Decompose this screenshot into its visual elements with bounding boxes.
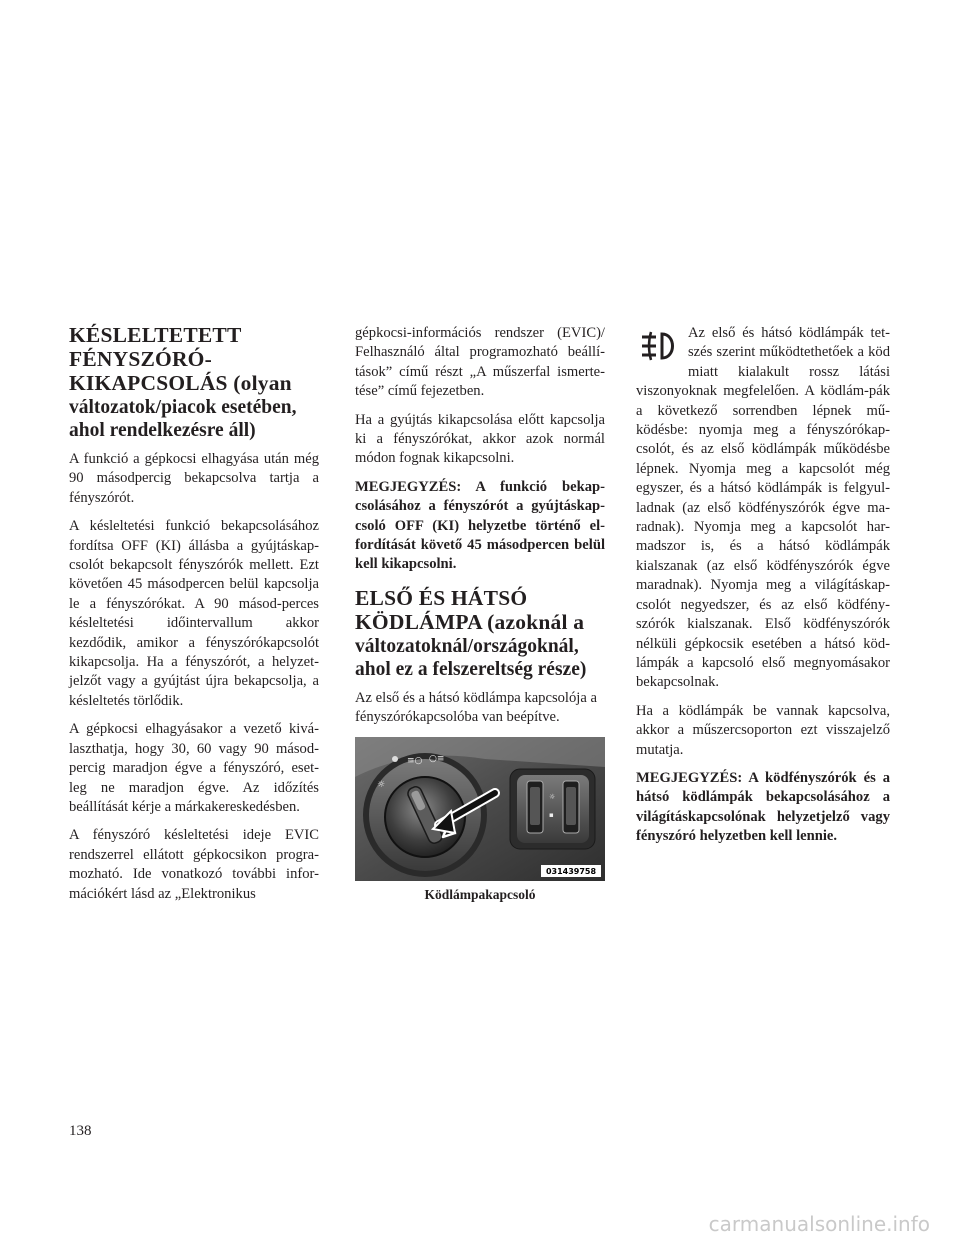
section-heading-fog-lamps bbox=[355, 587, 605, 681]
column-right bbox=[636, 324, 890, 856]
figure-caption: Ködlámpakapcsoló bbox=[424, 886, 536, 902]
column-left bbox=[69, 324, 319, 913]
svg-text:≡○: ≡○ bbox=[407, 755, 423, 766]
figure-code: 031439758 bbox=[545, 866, 597, 876]
heading-line: ahol ez a felszereltség része) bbox=[355, 658, 587, 680]
svg-text:☼: ☼ bbox=[549, 792, 556, 801]
heading-line: változatok/piacok esetében, bbox=[69, 397, 297, 418]
paragraph: A gépkocsi elhagyásakor a vezető kivá-laszthatja, hogy 30, 60 vagy 90 másod-percig maradjon égve a fényszóró, eset-leg ne maradjon égve. Az időzítés beállítását kérje a márkakereskedésben. bbox=[69, 721, 319, 815]
paragraph: Az első és hátsó ködlámpák tet-szés szerint működtethetőek a köd miatt kialakult rossz látási viszonyoknak megfelelően. A ködlám-pák a következő sorrendben lépnek mű-ködésbe: nyomja meg a fényszórókap-csolót, és az első ködlámpák működésbe lépnek. Nyomja meg a kapcsolót még egyszer, és a hátsó ködlámpák is felgyul-ladnak (az első ködfényszórók égve ma-radnak). Nyomja meg a kapcsolót har-madszor is, és a hátsó ködlámpák kialszanak (az első ködfényszórók égve maradnak). Nyomja meg a világításkap-csolót negyedszer, és az első ködfény-szórók kialszanak. Első ködfényszórók nélküli gépkocsik esetében a hátsó köd-lámpák a kapcsoló első megnyomásakor bekapcsolnak. bbox=[636, 325, 890, 691]
svg-text:▪: ▪ bbox=[549, 810, 554, 819]
paragraph: A fényszóró késleltetési ideje EVIC rendszerrel ellátott gépkocsikon progra-mozható. Ide vonatkozó további infor-mációkért lásd az „Elektronikus bbox=[69, 827, 319, 902]
paragraph: gépkocsi-információs rendszer (EVIC)/ Felhasználó által programozható beállí-tások” című részt „A műszerfal ismerte-tése” című fejezetben. bbox=[355, 325, 605, 400]
svg-text:☼: ☼ bbox=[377, 779, 386, 790]
watermark: carmanualsonline.info bbox=[708, 1212, 930, 1236]
paragraph: A funkció a gépkocsi elhagyása után még 90 másodpercig bekapcsolva tartja a fényszórót. bbox=[69, 451, 319, 506]
fog-lamp-switch-illustration bbox=[355, 737, 605, 881]
note-paragraph: MEGJEGYZÉS: A ködfényszórók és a hátsó ködlámpák bekapcsolásához a világításkapcsolónak helyzetjelző vagy fényszóró helyzetben kell lennie. bbox=[636, 769, 890, 845]
heading-line: változatoknál/országoknál, bbox=[355, 635, 579, 657]
section-heading-delayed-headlight bbox=[69, 324, 319, 442]
note-paragraph: MEGJEGYZÉS: A funkció bekap-csolásához a fényszórót a gyújtáskap-csoló OFF (KI) helyzetbe történő el-fordítását követő 45 másodpercen belül kell kikapcsolni. bbox=[355, 478, 605, 573]
fog-lamp-switch-photo bbox=[355, 737, 605, 881]
heading-line: KÖDLÁMPA (azoknál a bbox=[355, 609, 585, 634]
heading-line: ELSŐ ÉS HÁTSÓ bbox=[355, 585, 528, 610]
heading-line: KIKAPCSOLÁS (olyan bbox=[69, 371, 292, 395]
page-number: 138 bbox=[69, 1123, 92, 1139]
column-middle bbox=[355, 324, 605, 903]
paragraph: Ha a ködlámpák be vannak kapcsolva, akkor a műszercsoporton ezt visszajelző mutatja. bbox=[636, 702, 890, 758]
paragraph: Az első és a hátsó ködlámpa kapcsolója a fényszórókapcsolóba van beépítve. bbox=[355, 689, 597, 726]
paragraph: Ha a gyújtás kikapcsolása előtt kapcsolja ki a fényszórókat, akkor azok normál módon fognak kikapcsolni. bbox=[355, 411, 605, 467]
heading-line: ahol rendelkezésre áll) bbox=[69, 420, 256, 441]
front-fog-lamp-icon bbox=[636, 328, 682, 368]
svg-text:○≡: ○≡ bbox=[429, 753, 445, 764]
heading-line: FÉNYSZÓRÓ- bbox=[69, 347, 212, 371]
heading-line: KÉSLELTETETT bbox=[69, 323, 242, 347]
paragraph: A késleltetési funkció bekapcsolásához fordítsa OFF (KI) állásba a gyújtáskap-csolót bekapcsolt fényszórók mellett. Ezt követően 45 másodpercen belül kapcsolja le a fényszórókat. A 90 másod-perces késleltetési időintervallum akkor kezdődik, amikor a fényszórókapcsolót kikapcsolja. Ha a fényszórót, a helyzet-jelzőt vagy a gyújtást újra bekapcsolja, a késleltetés törlődik. bbox=[69, 518, 319, 709]
